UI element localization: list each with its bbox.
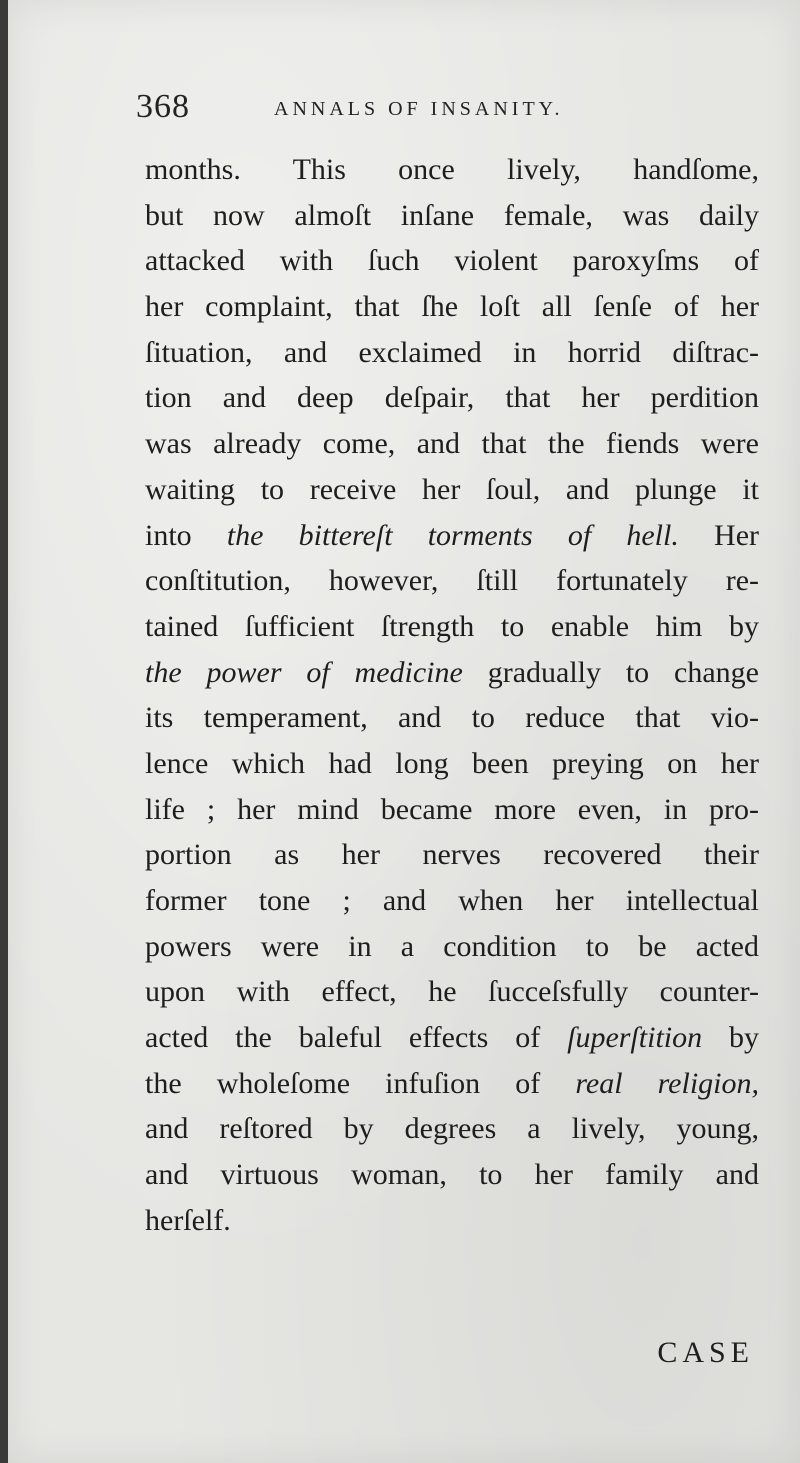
text-segment: Her [678, 518, 759, 552]
text-segment: former tone ; and when her intellectual [145, 884, 759, 917]
italic-text: real religion, [575, 1066, 759, 1100]
body-text [145, 147, 759, 1244]
italic-text: ſuperſtition [567, 1021, 703, 1055]
text-segment: acted the baleful effects of [145, 1021, 568, 1055]
running-head: ANNALS OF INSANITY. [274, 98, 564, 120]
text-line [145, 695, 759, 741]
text-line [145, 787, 759, 833]
text-segment: tained ſufficient ſtrength to enable him by [145, 609, 759, 643]
page-number: 368 [136, 88, 190, 125]
text-segment: into [145, 518, 227, 552]
text-line [145, 467, 759, 513]
text-line [145, 375, 759, 421]
text-segment: gradually to change [462, 655, 759, 689]
text-segment: upon with effect, he ſucceſsfully counter- [145, 975, 759, 1009]
text-line [145, 284, 759, 330]
text-segment: herſelf. [145, 1203, 231, 1237]
text-segment: life ; her mind became more even, in pro- [145, 792, 759, 826]
text-segment: powers were in a condition to be acted [145, 929, 759, 963]
text-segment: tion and deep deſpair, that her perdition [145, 381, 759, 415]
text-line [145, 330, 759, 376]
italic-text: the bittereſt torments of hell. [226, 518, 679, 552]
text-line [145, 1061, 759, 1107]
page-header [136, 88, 756, 128]
text-line [145, 832, 759, 878]
text-segment: attacked with ſuch violent paroxyſms of [145, 244, 759, 278]
text-segment: by [702, 1021, 759, 1055]
book-page [8, 0, 800, 1463]
text-line [145, 193, 759, 239]
italic-text: the power of medicine [145, 655, 463, 689]
text-segment: lence which had long been preying on her [145, 746, 759, 780]
text-line [145, 878, 759, 924]
text-segment: its temperament, and to reduce that vio- [145, 701, 759, 735]
text-line [145, 741, 759, 787]
text-line [145, 421, 759, 467]
text-line [145, 924, 759, 970]
text-segment: waiting to receive her ſoul, and plunge it [145, 472, 759, 506]
text-line [145, 650, 759, 696]
text-segment: ſituation, and exclaimed in horrid diſtrac- [145, 335, 759, 369]
text-line [145, 969, 759, 1015]
text-line [145, 558, 759, 604]
text-line [145, 147, 759, 193]
catchword: CASE [657, 1336, 754, 1369]
text-line [145, 1198, 759, 1244]
text-segment: her complaint, that ſhe loſt all ſenſe of her [145, 290, 759, 324]
text-segment: the wholeſome infuſion of [145, 1066, 576, 1100]
text-segment: and virtuous woman, to her family and [145, 1158, 759, 1192]
text-segment: portion as her nerves recovered their [145, 838, 759, 872]
text-segment: and reſtored by degrees a lively, young, [145, 1112, 759, 1146]
text-line [145, 238, 759, 284]
text-segment: but now almoſt inſane female, was daily [145, 198, 759, 232]
text-line [145, 1106, 759, 1152]
text-line [145, 1152, 759, 1198]
text-line [145, 604, 759, 650]
text-segment: conſtitution, however, ſtill fortunately re- [145, 564, 759, 598]
text-line [145, 1015, 759, 1061]
text-segment: was already come, and that the fiends were [145, 427, 759, 461]
text-line [145, 513, 759, 559]
text-segment: months. This once lively, handſome, [145, 153, 759, 186]
